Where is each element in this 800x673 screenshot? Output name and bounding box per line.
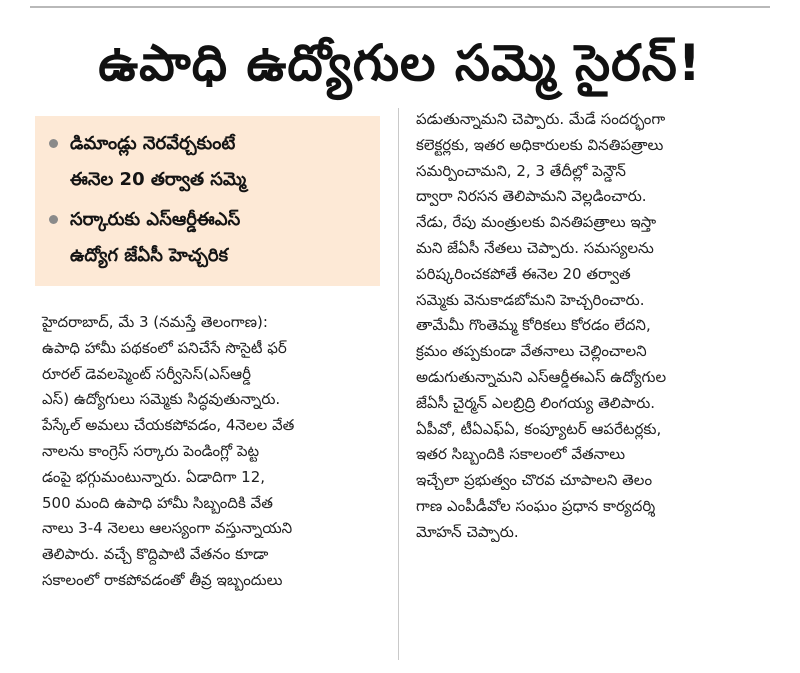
article-line: మోహన్ చెప్పారు. — [416, 522, 519, 541]
article-column-left — [42, 310, 382, 594]
article-line: తెలిపారు. వచ్చే కొద్దిపాటి వేతనం కూడా — [42, 545, 269, 564]
article-line: హైదరాబాద్, మే 3 (నమస్తే తెలంగాణ): — [42, 313, 268, 331]
article-line: డంపై భగ్గుమంటున్నారు. ఏడాదిగా 12, — [42, 467, 266, 486]
highlight-item — [49, 202, 374, 274]
article-line: తామేమీ గొంతెమ్మ కోరికలు కోరడం లేదని, — [416, 316, 651, 335]
article-line: సకాలంలో రాకపోవడంతో తీవ్ర ఇబ్బందులు — [42, 570, 283, 589]
article-line: 500 మంది ఉపాధి హామీ సిబ్బందికి వేత — [42, 493, 273, 512]
article-line: రూరల్ డెవలప్మెంట్ సర్వీసెస్(ఎస్ఆర్డీ — [42, 364, 252, 383]
article-line: గాణ ఎంపీడీవోల సంఘం ప్రధాన కార్యదర్శి — [416, 496, 656, 515]
highlight-line: సర్కారుకు ఎస్ఆర్డీఈఎస్ — [70, 209, 241, 230]
article-line: మని జేఏసీ నేతలు చెప్పారు. సమస్యలను — [416, 238, 654, 257]
article-line: నాలు 3-4 నెలలు ఆలస్యంగా వస్తున్నాయని — [42, 519, 293, 538]
top-rule — [30, 6, 770, 8]
article-line: క్రమం తప్పకుండా వేతనాలు చెల్లించాలని — [416, 342, 647, 361]
article-line: అడుగుతున్నామని ఎస్ఆర్డీఈఎస్ ఉద్యోగుల — [416, 367, 667, 386]
article-line: నేడు, రేపు మంత్రులకు వినతిపత్రాలు ఇస్తా — [416, 213, 657, 232]
article-line: ఏపీవో, టీఏఎఫ్ఏ, కంప్యూటర్ ఆపరేటర్లకు, — [416, 419, 662, 438]
article-line: ఇతర సిబ్బందికి సకాలంలో వేతనాలు — [416, 445, 626, 464]
article-line: ద్వారా నిరసన తెలిపామని వెల్లడించారు. — [416, 187, 647, 206]
bullet-icon — [49, 139, 58, 148]
highlight-line: డిమాండ్లు నెరవేర్చకుంటే — [70, 133, 236, 154]
column-divider — [398, 108, 399, 660]
highlight-item — [49, 126, 374, 198]
article-line: ఇచ్చేలా ప్రభుత్వం చొరవ చూపాలని తెలం — [416, 471, 653, 490]
article-column-right — [416, 107, 776, 546]
article-line: సమ్మెకు వెనుకాడబోమని హెచ్చరించారు. — [416, 290, 645, 309]
article-line: పరిష్కరించకపోతే ఈనెల 20 తర్వాత — [416, 264, 631, 283]
article-line: పేస్కేల్ అమలు చేయకపోవడం, 4నెలల వేత — [42, 416, 295, 435]
headline: ఉపాధి ఉద్యోగుల సమ్మె సైరన్! — [98, 34, 702, 92]
article-line: పడుతున్నామని చెప్పారు. మేడే సందర్భంగా — [416, 110, 666, 128]
highlight-line: ఉద్యోగ జేఏసీ హెచ్చరిక — [70, 245, 228, 266]
highlight-line: ఈనెల 20 తర్వాత సమ్మె — [70, 169, 247, 190]
article-line: సమర్పించామని, 2, 3 తేదీల్లో పెన్డౌన్ — [416, 161, 626, 180]
article-line: నాలను కాంగ్రెస్ సర్కారు పెండింగ్లో పెట్ట — [42, 441, 260, 460]
highlight-box — [35, 116, 380, 286]
article-line: ఉపాధి హామీ పథకంలో పనిచేసే సొసైటీ ఫర్ — [42, 338, 287, 357]
bullet-icon — [49, 215, 58, 224]
article-line: జేఏసీ చైర్మన్ ఎలబ్రిద్రి లింగయ్య తెలిపారు. — [416, 393, 656, 412]
article-line: కలెక్టర్లకు, ఇతర అధికారులకు వినతిపత్రాలు — [416, 135, 664, 154]
article-line: ఎస్) ఉద్యోగులు సమ్మెకు సిద్ధవుతున్నారు. — [42, 390, 281, 409]
